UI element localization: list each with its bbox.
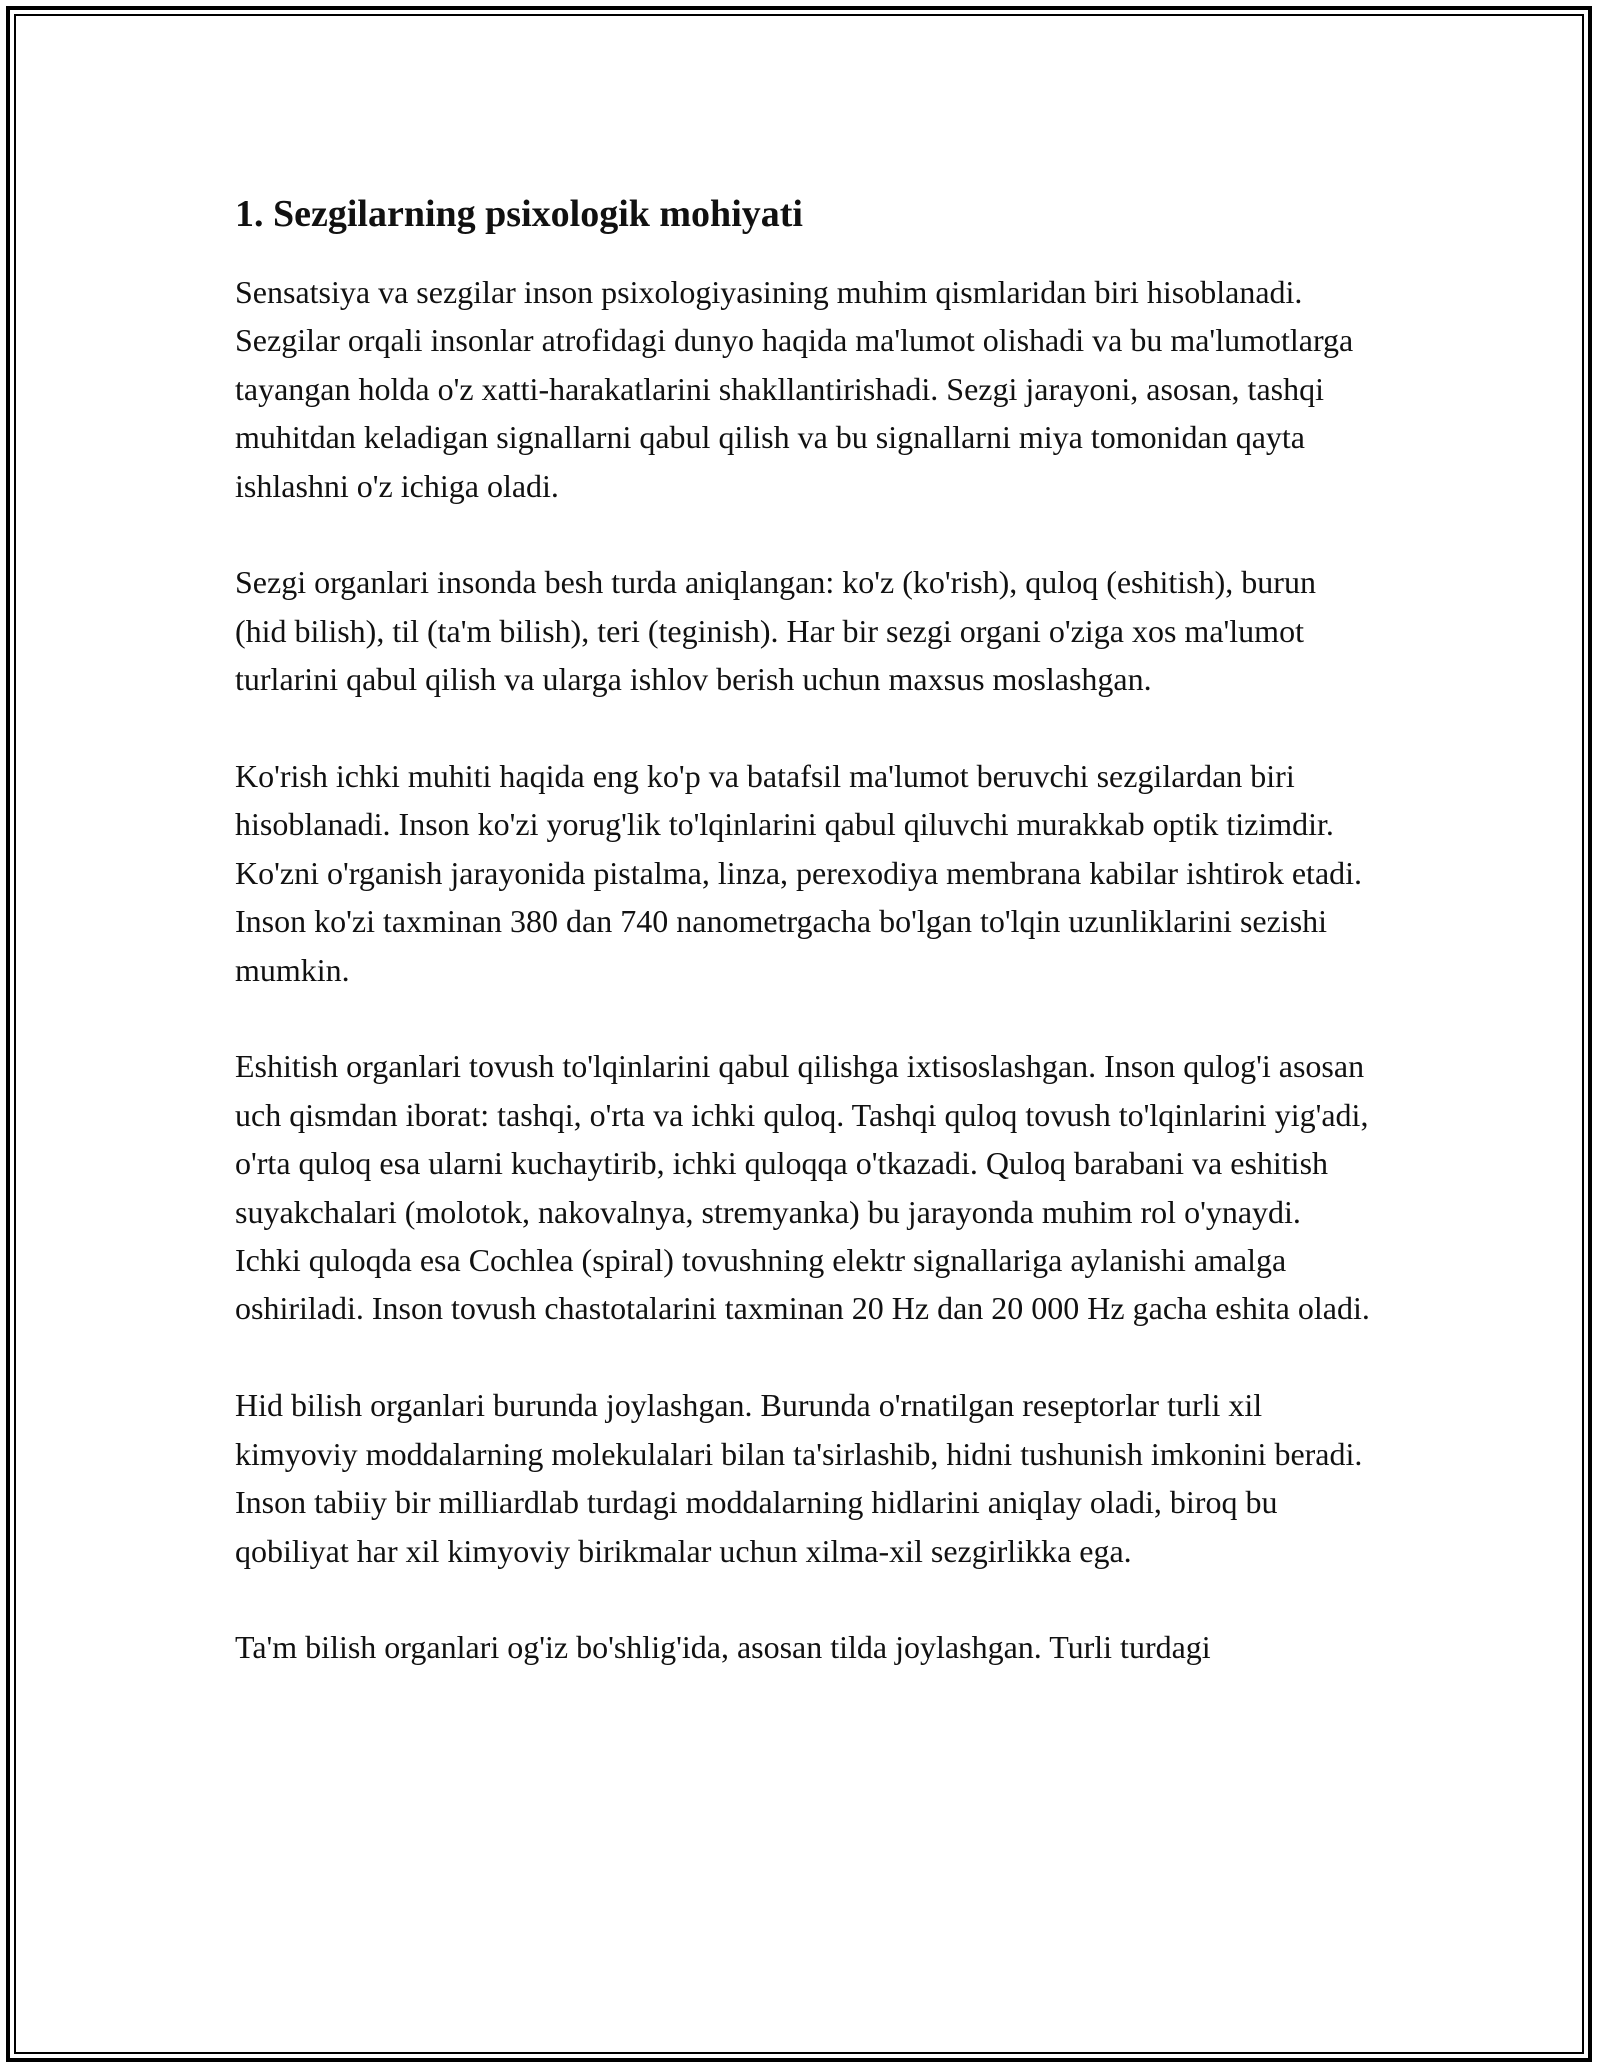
paragraph-smell: Hid bilish organlari burunda joylashgan. Burunda o'rnatilgan reseptorlar turli xil kimyoviy moddalarning molekulalari bilan ta'sirlashib, hidni tushunish imkonini beradi. Inson tabiiy bir milliardlab turdagi moddalarning hidlarini aniqlay oladi, biroq bu qobiliyat har xil kimyoviy birikmalar uchun xilma-xil sezgirlikka ega. — [235, 1387, 1363, 1569]
paragraph-vision: Ko'rish ichki muhiti haqida eng ko'p va batafsil ma'lumot beruvchi sezgilardan biri hisoblanadi. Inson ko'zi yorug'lik to'lqinlarini qabul qiluvchi murakkab optik tizimdir. Ko'zni o'rganish jarayonida pistalma, linza, perexodiya membrana kabilar ishtirok etadi. Inson ko'zi taxminan 380 dan 740 nanometrgacha bo'lgan to'lqin uzunliklarini sezishi mumkin. — [235, 758, 1363, 988]
paragraph-intro: Sensatsiya va sezgilar inson psixologiyasining muhim qismlaridan biri hisoblanadi. Sezgilar orqali insonlar atrofidagi dunyo haqida ma'lumot olishadi va bu ma'lumotlarga tayangan holda o'z xatti-harakatlarini shakllantirishadi. Sezgi jarayoni, asosan, tashqi muhitdan keladigan signallarni qabul qilish va bu signallarni miya tomonidan qayta ishlashni o'z ichiga oladi. — [235, 274, 1354, 504]
paragraph-hearing: Eshitish organlari tovush to'lqinlarini qabul qilishga ixtisoslashgan. Inson qulog'i asosan uch qismdan iborat: tashqi, o'rta va ichki quloq. Tashqi quloq tovush to'lqinlarini yig'adi, o'rta quloq esa ularni kuchaytirib, ichki quloqqa o'tkazadi. Quloq barabani va eshitish suyakchalari (molotok, nakovalnya, stremyanka) bu jarayonda muhim rol o'ynaydi. Ichki quloqda esa Cochlea (spiral) tovushning elektr signallariga aylanishi amalga oshiriladi. Inson tovush chastotalarini taxminan 20 Hz dan 20 000 Hz gacha eshita oladi. — [235, 1048, 1370, 1327]
paragraph-taste: Ta'm bilish organlari og'iz bo'shlig'ida, asosan tilda joylashgan. Turli turdagi — [235, 1629, 1211, 1666]
paragraph-sense-organs: Sezgi organlari insonda besh turda aniqlangan: ko'z (ko'rish), quloq (eshitish), burun (hid bilish), til (ta'm bilish), teri (teginish). Har bir sezgi organi o'ziga xos ma'lumot turlarini qabul qilish va ularga ishlov berish uchun maxsus moslashgan. — [235, 564, 1316, 698]
document-body — [235, 186, 1370, 1720]
section-heading: 1. Sezgilarning psixologik mohiyati — [235, 193, 803, 235]
